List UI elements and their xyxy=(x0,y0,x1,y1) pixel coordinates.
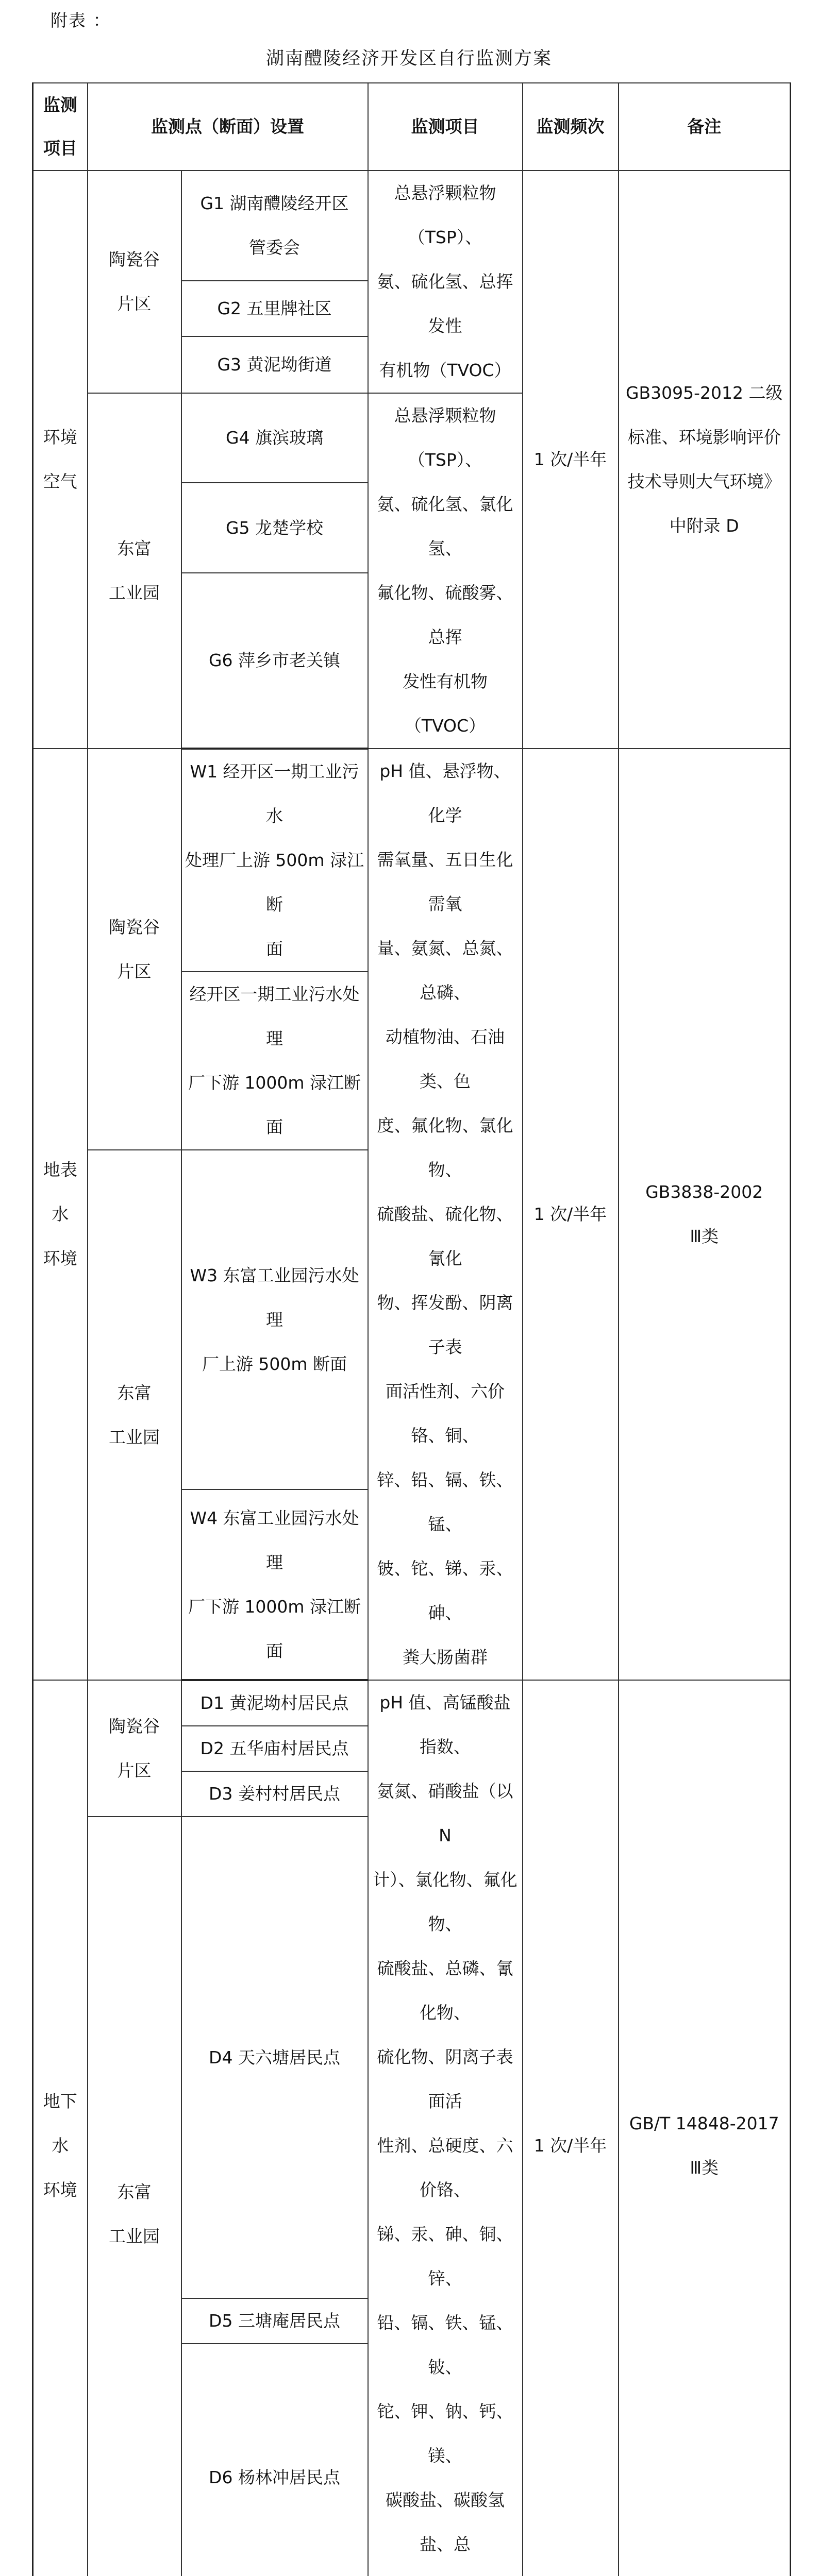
table-row xyxy=(33,749,791,972)
frequency-air: 1 次/半年 xyxy=(523,171,619,749)
area-air-b: 东富 工业园 xyxy=(88,393,181,749)
area-surface-a: 陶瓷谷 片区 xyxy=(88,749,181,1150)
indicator-surface-water: pH 值、悬浮物、化学 需氧量、五日生化需氧 量、氨氮、总氮、总磷、 动植物油、石油类、色 度、氟化物、氯化物、 硫酸盐、硫化物、氰化 物、挥发酚、阴离子表 面活性剂、六价铬、铜、 锌、铅、镉、铁、锰、 铍、铊、锑、汞、砷、 粪大肠菌群 xyxy=(368,749,523,1680)
table-row xyxy=(33,1680,791,1726)
point-d4: D4 天六塘居民点 xyxy=(181,1817,368,2298)
point-w3: W3 东富工业园污水处理 厂上游 500m 断面 xyxy=(181,1150,368,1489)
point-g3: G3 黄泥坳街道 xyxy=(181,336,368,393)
header-point: 监测点（断面）设置 xyxy=(88,83,368,171)
item-surface-water: 地表水 环境 xyxy=(33,749,88,1680)
point-g6: G6 萍乡市老关镇 xyxy=(181,573,368,749)
frequency-surface-water: 1 次/半年 xyxy=(523,749,619,1680)
area-ground-b: 东富 工业园 xyxy=(88,1817,181,2576)
item-air: 环境 空气 xyxy=(33,171,88,749)
header-remark: 备注 xyxy=(619,83,791,171)
point-d3: D3 姜村村居民点 xyxy=(181,1771,368,1817)
point-w2: 经开区一期工业污水处理 厂下游 1000m 渌江断面 xyxy=(181,972,368,1150)
frequency-groundwater: 1 次/半年 xyxy=(523,1680,619,2576)
point-d2: D2 五华庙村居民点 xyxy=(181,1726,368,1771)
indicator-air-b: 总悬浮颗粒物（TSP）、 氨、硫化氢、氯化氢、 氟化物、硫酸雾、总挥 发性有机物（TVOC） xyxy=(368,393,523,749)
point-d1: D1 黄泥坳村居民点 xyxy=(181,1680,368,1726)
header-frequency: 监测频次 xyxy=(523,83,619,171)
point-g2: G2 五里牌社区 xyxy=(181,281,368,336)
point-d6: D6 杨林冲居民点 xyxy=(181,2344,368,2576)
indicator-air-a: 总悬浮颗粒物（TSP）、 氨、硫化氢、总挥发性 有机物（TVOC） xyxy=(368,171,523,393)
header-item: 监测 项目 xyxy=(33,83,88,171)
area-air-a: 陶瓷谷 片区 xyxy=(88,171,181,393)
item-groundwater: 地下水 环境 xyxy=(33,1680,88,2576)
annex-label: 附表 ： xyxy=(51,10,111,30)
point-w4: W4 东富工业园污水处理 厂下游 1000m 渌江断面 xyxy=(181,1489,368,1680)
remark-air: GB3095-2012 二级 标准、环境影响评价 技术导则大气环境》 中附录 D xyxy=(619,171,791,749)
point-g4: G4 旗滨玻璃 xyxy=(181,393,368,483)
table-row xyxy=(33,171,791,281)
remark-surface-water: GB3838-2002 Ⅲ类 xyxy=(619,749,791,1680)
document-title: 湖南醴陵经济开发区自行监测方案 xyxy=(265,48,552,69)
header-indicator: 监测项目 xyxy=(368,83,523,171)
remark-groundwater: GB/T 14848-2017 Ⅲ类 xyxy=(619,1680,791,2576)
table-header-row xyxy=(33,83,791,171)
area-surface-b: 东富 工业园 xyxy=(88,1150,181,1680)
monitoring-plan-table xyxy=(32,82,791,2576)
point-d5: D5 三塘庵居民点 xyxy=(181,2298,368,2344)
indicator-groundwater: pH 值、高锰酸盐指数、 氨氮、硝酸盐（以 N 计）、氯化物、氟化物、 硫酸盐、总磷、氰化物、 硫化物、阴离子表面活 性剂、总硬度、六价铬、 锑、汞、砷、铜、锌、 铅、镉、铁、锰、铍、 铊、钾、钠、钙、镁、 碳酸盐、碳酸氢盐、总 xyxy=(368,1680,523,2576)
point-g5: G5 龙楚学校 xyxy=(181,483,368,572)
point-g1: G1 湖南醴陵经开区 管委会 xyxy=(181,171,368,281)
point-w1: W1 经开区一期工业污水 处理厂上游 500m 渌江断 面 xyxy=(181,749,368,972)
area-ground-a: 陶瓷谷 片区 xyxy=(88,1680,181,1817)
